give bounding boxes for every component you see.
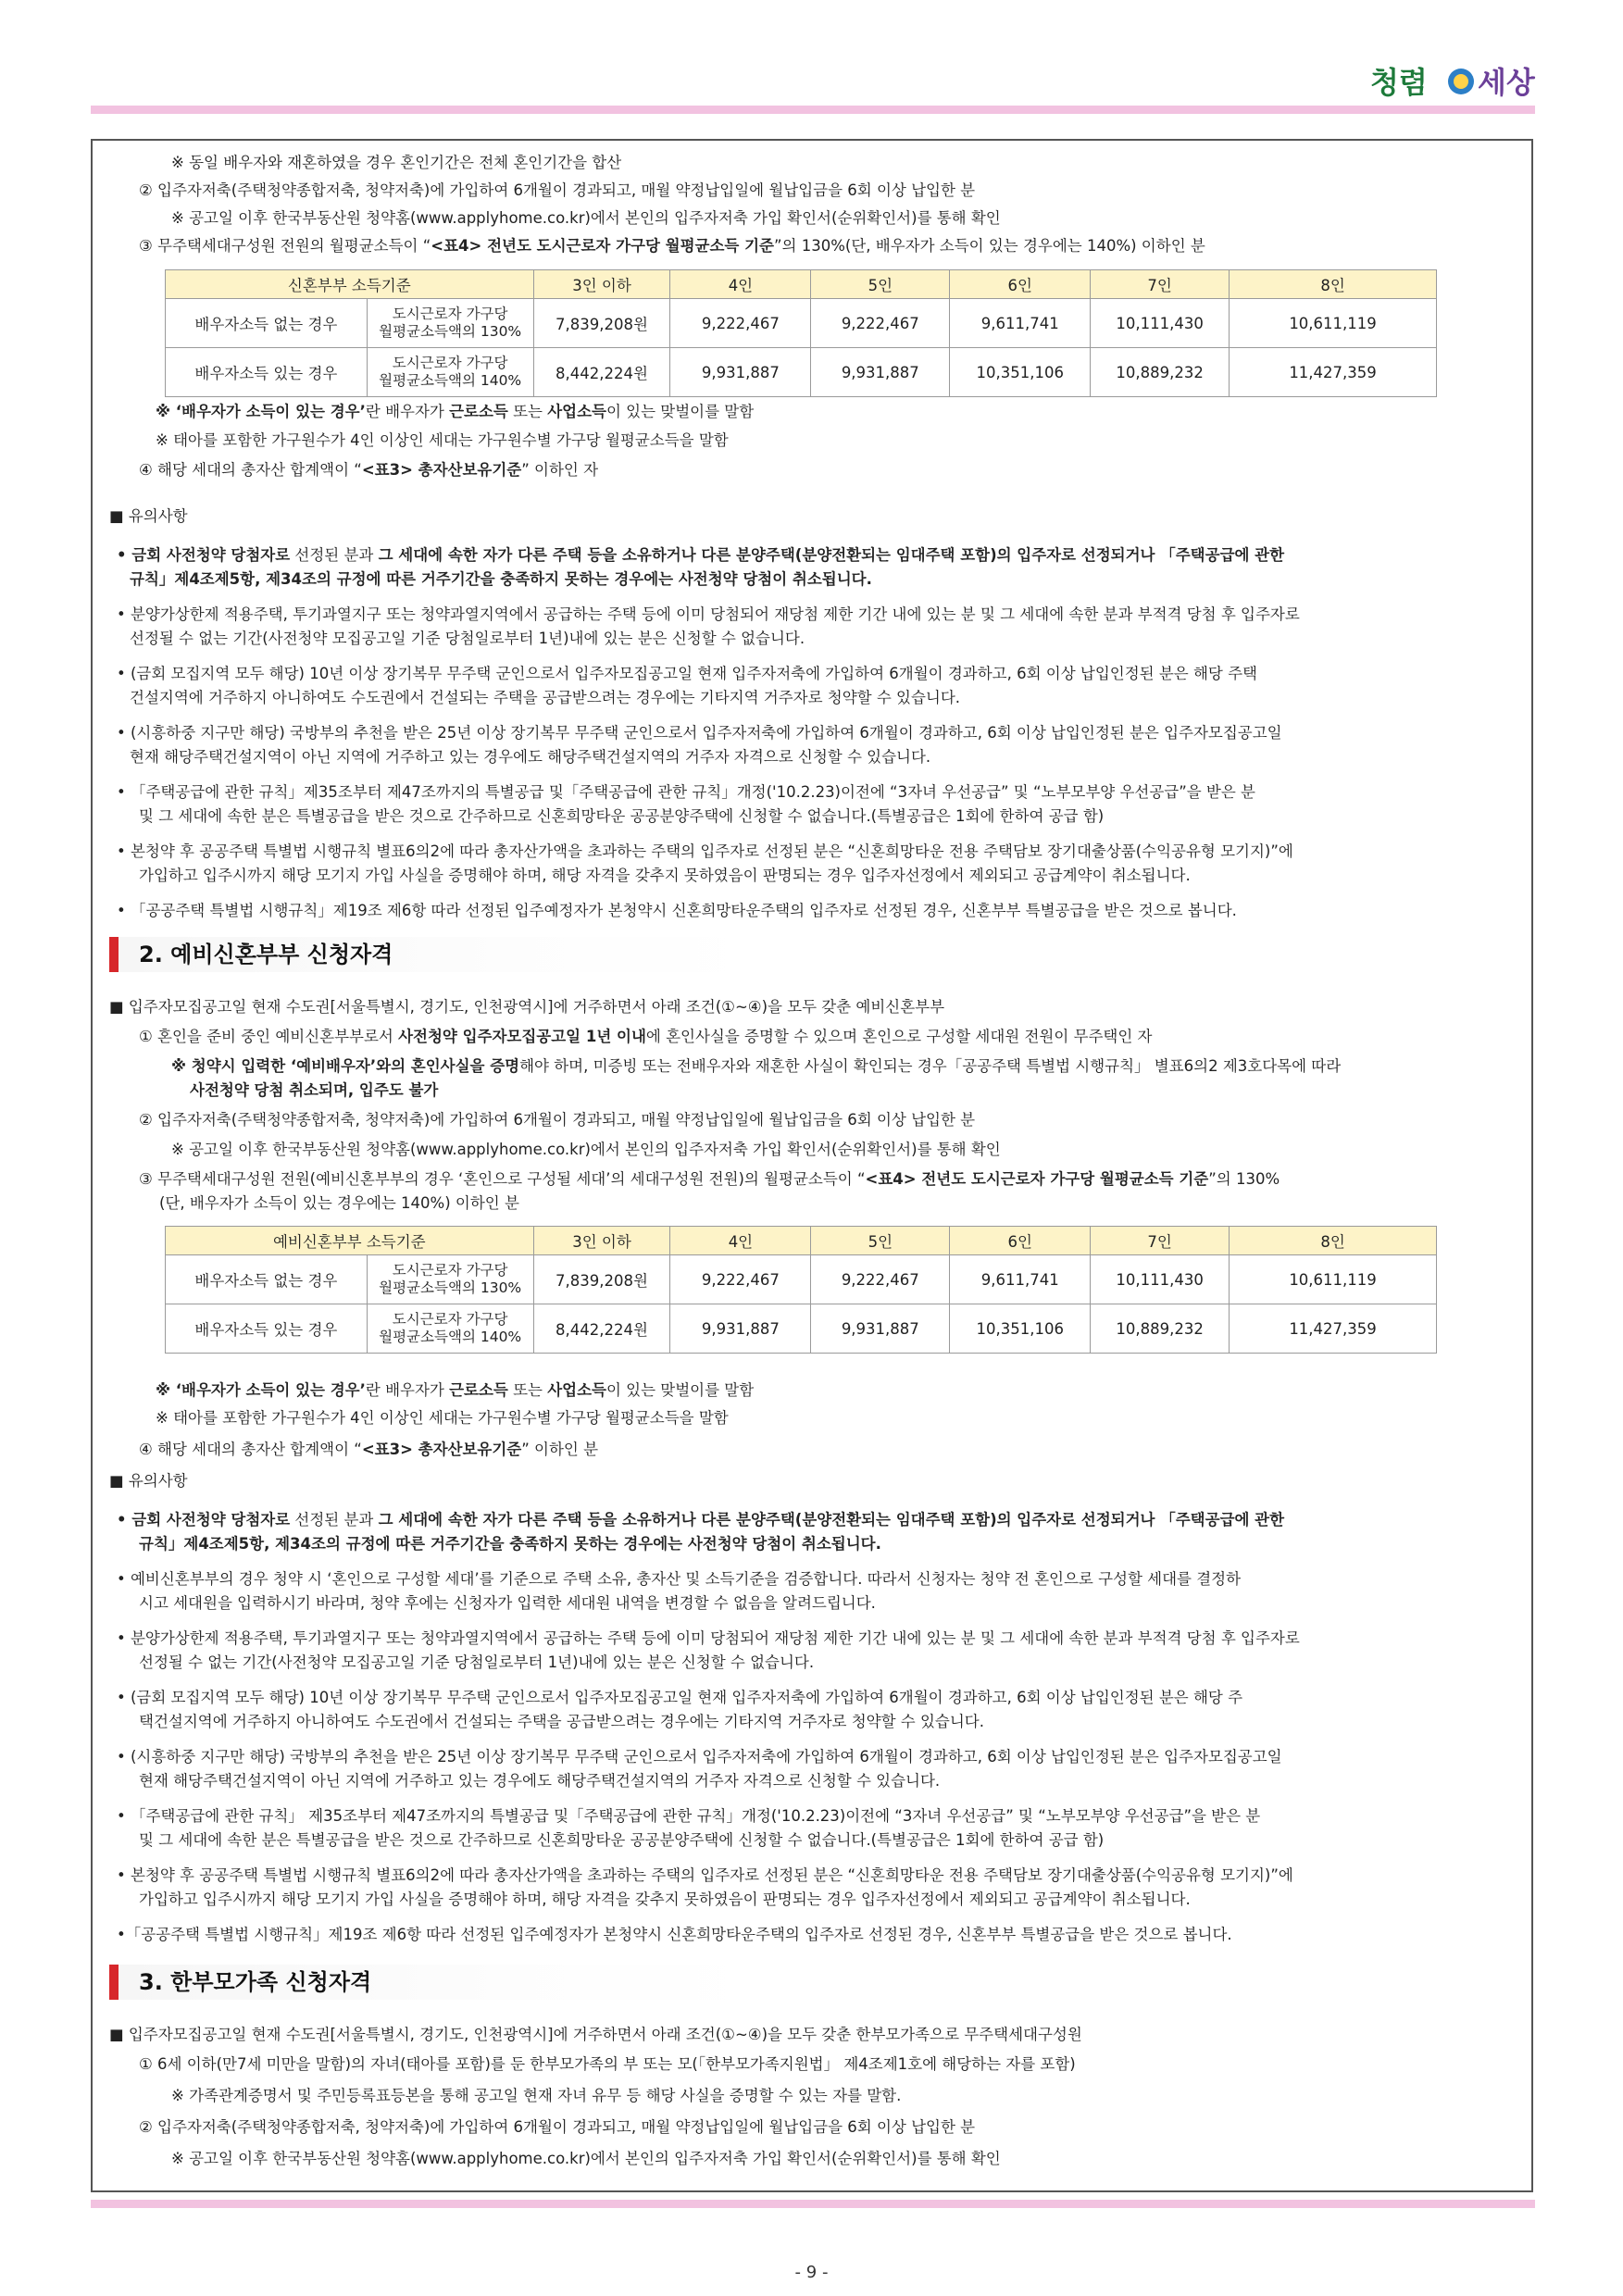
table-header: 8인 bbox=[1230, 1227, 1437, 1255]
note-bullet-cont: 시고 세대원을 입력하시기 바라며, 청약 후에는 신청자가 입력한 세대원 내역을 변경할 수 없음을 알려드립니다. bbox=[139, 1594, 876, 1612]
note-bullet: •「공공주택 특별법 시행규칙」제19조 제6항 따라 선정된 입주예정자가 본청약시 신혼희망타운주택의 입주자로 선정된 경우, 신혼부부 특별공급을 받은 것으로 봅니다. bbox=[117, 1926, 1232, 1943]
note-bullet-cont: 규칙」제4조제5항, 제34조의 규정에 따른 거주기간을 충족하지 못하는 경우에는 사전청약 당첨이 취소됩니다. bbox=[130, 570, 872, 588]
note-bullet-cont: 현재 해당주택건설지역이 아닌 지역에 거주하고 있는 경우에도 해당주택건설지역의 거주자 자격으로 신청할 수 있습니다. bbox=[139, 1772, 941, 1790]
income-standard: 도시근로자 가구당 월평균소득액의 140% bbox=[367, 1304, 533, 1354]
table-header: 6인 bbox=[950, 270, 1091, 299]
table-header: 8인 bbox=[1230, 270, 1437, 299]
note-bullet: • 본청약 후 공공주택 특별법 시행규칙 별표6의2에 따라 총자산가액을 초과하는 주택의 입주자로 선정된 분은 “신혼희망타운 전용 주택담보 장기대출상품(수익공유형 모기지)”에 bbox=[117, 842, 1293, 860]
table-header: 5인 bbox=[811, 1227, 950, 1255]
table-cell: 8,442,224원 bbox=[533, 1304, 670, 1354]
table-header: 신혼부부 소득기준 bbox=[166, 270, 534, 299]
logo-text-part1: 청렴 bbox=[1370, 65, 1428, 100]
header-rule bbox=[91, 106, 1535, 114]
note-bullet-cont: 건설지역에 거주하지 아니하여도 수도권에서 건설되는 주택을 공급받으려는 경우에는 기타지역 거주자로 청약할 수 있습니다. bbox=[130, 689, 961, 706]
table-header: 4인 bbox=[670, 1227, 811, 1255]
pre-newlywed-income-table bbox=[165, 1226, 1437, 1354]
note-bullet-cont: 규칙」제4조제5항, 제34조의 규정에 따른 거주기간을 충족하지 못하는 경우에는 사전청약 당첨이 취소됩니다. bbox=[139, 1535, 881, 1553]
note-bullet: • 「공공주택 특별법 시행규칙」제19조 제6항 따라 선정된 입주예정자가 본청약시 신혼희망타운주택의 입주자로 선정된 경우, 신혼부부 특별공급을 받은 것으로 봅니다. bbox=[117, 902, 1237, 919]
table-cell: 9,222,467 bbox=[670, 1255, 811, 1304]
note-bullet: • 본청약 후 공공주택 특별법 시행규칙 별표6의2에 따라 총자산가액을 초과하는 주택의 입주자로 선정된 분은 “신혼희망타운 전용 주택담보 장기대출상품(수익공유형 모기지)”에 bbox=[117, 1866, 1293, 1884]
note-bullet-cont: 및 그 세대에 속한 분은 특별공급을 받은 것으로 간주하므로 신혼희망타운 공공분양주택에 신청할 수 없습니다.(특별공급은 1회에 한하여 공급 함) bbox=[139, 807, 1105, 825]
marriage-proof-note-cont: 사전청약 당첨 취소되며, 입주도 불가 bbox=[190, 1081, 439, 1099]
remarriage-note: ※ 동일 배우자와 재혼하였을 경우 혼인기간은 전체 혼인기간을 합산 bbox=[171, 154, 622, 171]
table-cell: 9,222,467 bbox=[811, 299, 950, 348]
table-header: 7인 bbox=[1091, 270, 1230, 299]
table-cell: 10,611,119 bbox=[1230, 1255, 1437, 1304]
table-cell: 10,111,430 bbox=[1091, 1255, 1230, 1304]
note-bullet: • 금회 사전청약 당첨자로 선정된 분과 그 세대에 속한 자가 다른 주택 등을 소유하거나 다른 분양주택(분양전환되는 임대주택 포함)의 입주자로 선정되거나 「주택공급에 관한 bbox=[117, 1511, 1285, 1529]
section-title: 3. 한부모가족 신청자격 bbox=[139, 1969, 372, 1995]
marriage-condition: ① 혼인을 준비 중인 예비신혼부부로서 사전청약 입주자모집공고일 1년 이내에 혼인사실을 증명할 수 있으며 혼인으로 구성할 세대원 전원이 무주택인 자 bbox=[139, 1028, 1153, 1045]
table-header: 5인 bbox=[811, 270, 950, 299]
table-cell: 9,931,887 bbox=[811, 348, 950, 397]
table-cell: 10,889,232 bbox=[1091, 348, 1230, 397]
row-label: 배우자소득 있는 경우 bbox=[166, 1304, 368, 1354]
note-bullet-cont: 및 그 세대에 속한 분은 특별공급을 받은 것으로 간주하므로 신혼희망타운 공공분양주택에 신청할 수 없습니다.(특별공급은 1회에 한하여 공급 함) bbox=[139, 1831, 1105, 1849]
newlywed-income-table bbox=[165, 269, 1437, 397]
note-bullet: • 금회 사전청약 당첨자로 선정된 분과 그 세대에 속한 자가 다른 주택 등을 소유하거나 다른 분양주택(분양전환되는 임대주택 포함)의 입주자로 선정되거나 「주택공급에 관한 bbox=[117, 546, 1285, 564]
marriage-proof-note: ※ 청약시 입력한 ‘예비배우자’와의 혼인사실을 증명해야 하며, 미증빙 또는 전배우자와 재혼한 사실이 확인되는 경우「공공주택 특별법 시행규칙」 별표6의2 제3호다목에 따라 bbox=[171, 1057, 1342, 1075]
table-cell: 10,611,119 bbox=[1230, 299, 1437, 348]
savings-check-note: ※ 공고일 이후 한국부동산원 청약홈(www.applyhome.co.kr)에서 본인의 입주자저축 가입 확인서(순위확인서)를 통해 확인 bbox=[171, 1141, 1001, 1158]
note-bullet: • (금회 모집지역 모두 해당) 10년 이상 장기복무 무주택 군인으로서 입주자모집공고일 현재 입주자저축에 가입하여 6개월이 경과하고, 6회 이상 납입인정된 분은 해당 주택 bbox=[117, 665, 1257, 682]
row-label: 배우자소득 없는 경우 bbox=[166, 1255, 368, 1304]
savings-condition: ② 입주자저축(주택청약종합저축, 청약저축)에 가입하여 6개월이 경과되고, 매월 약정납입일에 월납입금을 6회 이상 납입한 분 bbox=[139, 1111, 976, 1129]
note-bullet-cont: 택건설지역에 거주하지 아니하여도 수도권에서 건설되는 주택을 공급받으려는 경우에는 기타지역 거주자로 청약할 수 있습니다. bbox=[139, 1713, 984, 1730]
note-bullet: • 「주택공급에 관한 규칙」제35조부터 제47조까지의 특별공급 및「주택공급에 관한 규칙」개정('10.2.23)이전에 “3자녀 우선공급” 및 “노부모부양 우선공급”을 받은 분 bbox=[117, 783, 1255, 801]
asset-condition: ④ 해당 세대의 총자산 합계액이 “<표3> 총자산보유기준” 이하인 자 bbox=[139, 461, 599, 479]
table-header: 예비신혼부부 소득기준 bbox=[166, 1227, 534, 1255]
income-condition-cont: (단, 배우자가 소득이 있는 경우에는 140%) 이하인 분 bbox=[159, 1194, 519, 1212]
page-number: - 9 - bbox=[794, 2263, 829, 2282]
household-note: ※ 태아를 포함한 가구원수가 4인 이상인 세대는 가구원수별 가구당 월평균소득을 말함 bbox=[156, 431, 729, 449]
table-header: 3인 이하 bbox=[533, 1227, 670, 1255]
notes-heading: ■ 유의사항 bbox=[109, 507, 188, 525]
note-bullet-cont: 현재 해당주택건설지역이 아닌 지역에 거주하고 있는 경우에도 해당주택건설지역의 거주자 자격으로 신청할 수 있습니다. bbox=[130, 748, 931, 766]
row-label: 배우자소득 있는 경우 bbox=[166, 348, 368, 397]
section-title: 2. 예비신혼부부 신청자격 bbox=[139, 942, 393, 967]
table-row bbox=[166, 1255, 1437, 1304]
savings-check-note: ※ 공고일 이후 한국부동산원 청약홈(www.applyhome.co.kr)에서 본인의 입주자저축 가입 확인서(순위확인서)를 통해 확인 bbox=[171, 2150, 1001, 2167]
table-row bbox=[166, 299, 1437, 348]
table-cell: 11,427,359 bbox=[1230, 348, 1437, 397]
table-header: 4인 bbox=[670, 270, 811, 299]
note-bullet: • 분양가상한제 적용주택, 투기과열지구 또는 청약과열지역에서 공급하는 주택 등에 이미 당첨되어 재당첨 제한 기간 내에 있는 분 및 그 세대에 속한 분과 부적격 당첨 후 입주자로 bbox=[117, 605, 1300, 623]
table-cell: 7,839,208원 bbox=[533, 299, 670, 348]
note-bullet-cont: 선정될 수 없는 기간(사전청약 모집공고일 기준 당첨일로부터 1년)내에 있는 분은 신청할 수 없습니다. bbox=[139, 1653, 815, 1671]
table-cell: 9,222,467 bbox=[670, 299, 811, 348]
income-standard: 도시근로자 가구당 월평균소득액의 140% bbox=[367, 348, 533, 397]
note-bullet: • (시흥하중 지구만 해당) 국방부의 추천을 받은 25년 이상 장기복무 무주택 군인으로서 입주자저축에 가입하여 6개월이 경과하고, 6회 이상 납입인정된 분은 입주자모집공고일 bbox=[117, 1748, 1282, 1766]
table-cell: 9,931,887 bbox=[670, 1304, 811, 1354]
note-bullet: • (시흥하중 지구만 해당) 국방부의 추천을 받은 25년 이상 장기복무 무주택 군인으로서 입주자저축에 가입하여 6개월이 경과하고, 6회 이상 납입인정된 분은 입주자모집공고일 bbox=[117, 724, 1282, 742]
notes-heading: ■ 유의사항 bbox=[109, 1472, 188, 1490]
table-header: 6인 bbox=[950, 1227, 1091, 1255]
asset-condition: ④ 해당 세대의 총자산 합계액이 “<표3> 총자산보유기준” 이하인 분 bbox=[139, 1441, 599, 1458]
income-standard: 도시근로자 가구당 월평균소득액의 130% bbox=[367, 1255, 533, 1304]
table-cell: 10,889,232 bbox=[1091, 1304, 1230, 1354]
table-cell: 9,931,887 bbox=[670, 348, 811, 397]
note-bullet: • 분양가상한제 적용주택, 투기과열지구 또는 청약과열지역에서 공급하는 주택 등에 이미 당첨되어 재당첨 제한 기간 내에 있는 분 및 그 세대에 속한 분과 부적격 당첨 후 입주자로 bbox=[117, 1629, 1300, 1647]
logo-text-part2: 세상 bbox=[1478, 65, 1535, 100]
section-intro: ■ 입주자모집공고일 현재 수도권[서울특별시, 경기도, 인천광역시]에 거주하면서 아래 조건(①~④)을 모두 갖춘 예비신혼부부 bbox=[109, 998, 945, 1016]
savings-condition: ② 입주자저축(주택청약종합저축, 청약저축)에 가입하여 6개월이 경과되고, 매월 약정납입일에 월납입금을 6회 이상 납입한 분 bbox=[139, 2118, 976, 2136]
income-standard: 도시근로자 가구당 월평균소득액의 130% bbox=[367, 299, 533, 348]
table-cell: 9,931,887 bbox=[811, 1304, 950, 1354]
table-cell: 8,442,224원 bbox=[533, 348, 670, 397]
section-intro: ■ 입주자모집공고일 현재 수도권[서울특별시, 경기도, 인천광역시]에 거주하면서 아래 조건(①~④)을 모두 갖춘 한부모가족으로 무주택세대구성원 bbox=[109, 2026, 1082, 2043]
table-cell: 9,611,741 bbox=[950, 1255, 1091, 1304]
table-cell: 9,611,741 bbox=[950, 299, 1091, 348]
savings-check-note: ※ 공고일 이후 한국부동산원 청약홈(www.applyhome.co.kr)에서 본인의 입주자저축 가입 확인서(순위확인서)를 통해 확인 bbox=[171, 209, 1001, 227]
table-row bbox=[166, 1304, 1437, 1354]
table-cell: 10,351,106 bbox=[950, 1304, 1091, 1354]
table-header: 3인 이하 bbox=[533, 270, 670, 299]
footer-rule bbox=[91, 2200, 1535, 2208]
table-header: 7인 bbox=[1091, 1227, 1230, 1255]
note-bullet-cont: 가입하고 입주시까지 해당 모기지 가입 사실을 증명해야 하며, 해당 자격을 갖추지 못하였음이 판명되는 경우 입주자선정에서 제외되고 공급계약이 취소됩니다. bbox=[139, 1890, 1191, 1908]
table-row bbox=[166, 348, 1437, 397]
note-bullet: • 「주택공급에 관한 규칙」 제35조부터 제47조까지의 특별공급 및「주택공급에 관한 규칙」개정('10.2.23)이전에 “3자녀 우선공급” 및 “노부모부양 우선공급”을 받은 분 bbox=[117, 1807, 1261, 1825]
note-bullet-cont: 선정될 수 없는 기간(사전청약 모집공고일 기준 당첨일로부터 1년)내에 있는 분은 신청할 수 없습니다. bbox=[130, 630, 805, 647]
section-marker bbox=[109, 1965, 119, 2000]
table-cell: 7,839,208원 bbox=[533, 1255, 670, 1304]
single-parent-condition: ① 6세 이하(만7세 미만을 말함)의 자녀(태아를 포함)를 둔 한부모가족의 부 또는 모(「한부모가족지원법」 제4조제1호에 해당하는 자를 포함) bbox=[139, 2055, 1076, 2073]
table-cell: 10,351,106 bbox=[950, 348, 1091, 397]
table-cell: 11,427,359 bbox=[1230, 1304, 1437, 1354]
note-bullet: • 예비신혼부부의 경우 청약 시 ‘혼인으로 구성할 세대’를 기준으로 주택 소유, 총자산 및 소득기준을 검증합니다. 따라서 신청자는 청약 전 혼인으로 구성할 세대를 결정하 bbox=[117, 1570, 1242, 1588]
spouse-income-note: ※ ‘배우자가 소득이 있는 경우’란 배우자가 근로소득 또는 사업소득이 있는 맞벌이를 말함 bbox=[156, 1381, 755, 1399]
spouse-income-note: ※ ‘배우자가 소득이 있는 경우’란 배우자가 근로소득 또는 사업소득이 있는 맞벌이를 말함 bbox=[156, 403, 755, 420]
household-note: ※ 태아를 포함한 가구원수가 4인 이상인 세대는 가구원수별 가구당 월평균소득을 말함 bbox=[156, 1409, 729, 1427]
table-cell: 9,222,467 bbox=[811, 1255, 950, 1304]
note-bullet-cont: 가입하고 입주시까지 해당 모기지 가입 사실을 증명해야 하며, 해당 자격을 갖추지 못하였음이 판명되는 경우 입주자선정에서 제외되고 공급계약이 취소됩니다. bbox=[139, 867, 1191, 884]
income-condition: ③ 무주택세대구성원 전원의 월평균소득이 “<표4> 전년도 도시근로자 가구당 월평균소득 기준”의 130%(단, 배우자가 소득이 있는 경우에는 140%) 이하인 분 bbox=[139, 237, 1205, 255]
table-cell: 10,111,430 bbox=[1091, 299, 1230, 348]
income-condition: ③ 무주택세대구성원 전원(예비신혼부부의 경우 ‘혼인으로 구성될 세대’의 세대구성원 전원)의 월평균소득이 “<표4> 전년도 도시근로자 가구당 월평균소득 기준”의 130% bbox=[139, 1170, 1280, 1188]
row-label: 배우자소득 없는 경우 bbox=[166, 299, 368, 348]
savings-condition: ② 입주자저축(주택청약종합저축, 청약저축)에 가입하여 6개월이 경과되고, 매월 약정납입일에 월납입금을 6회 이상 납입한 분 bbox=[139, 181, 976, 199]
clean-world-logo bbox=[1368, 57, 1572, 104]
family-proof-note: ※ 가족관계증명서 및 주민등록표등본을 통해 공고일 현재 자녀 유무 등 해당 사실을 증명할 수 있는 자를 말함. bbox=[171, 2087, 902, 2104]
section-marker bbox=[109, 937, 119, 972]
note-bullet: • (금회 모집지역 모두 해당) 10년 이상 장기복무 무주택 군인으로서 입주자모집공고일 현재 입주자저축에 가입하여 6개월이 경과하고, 6회 이상 납입인정된 분은 해당 주 bbox=[117, 1689, 1243, 1706]
